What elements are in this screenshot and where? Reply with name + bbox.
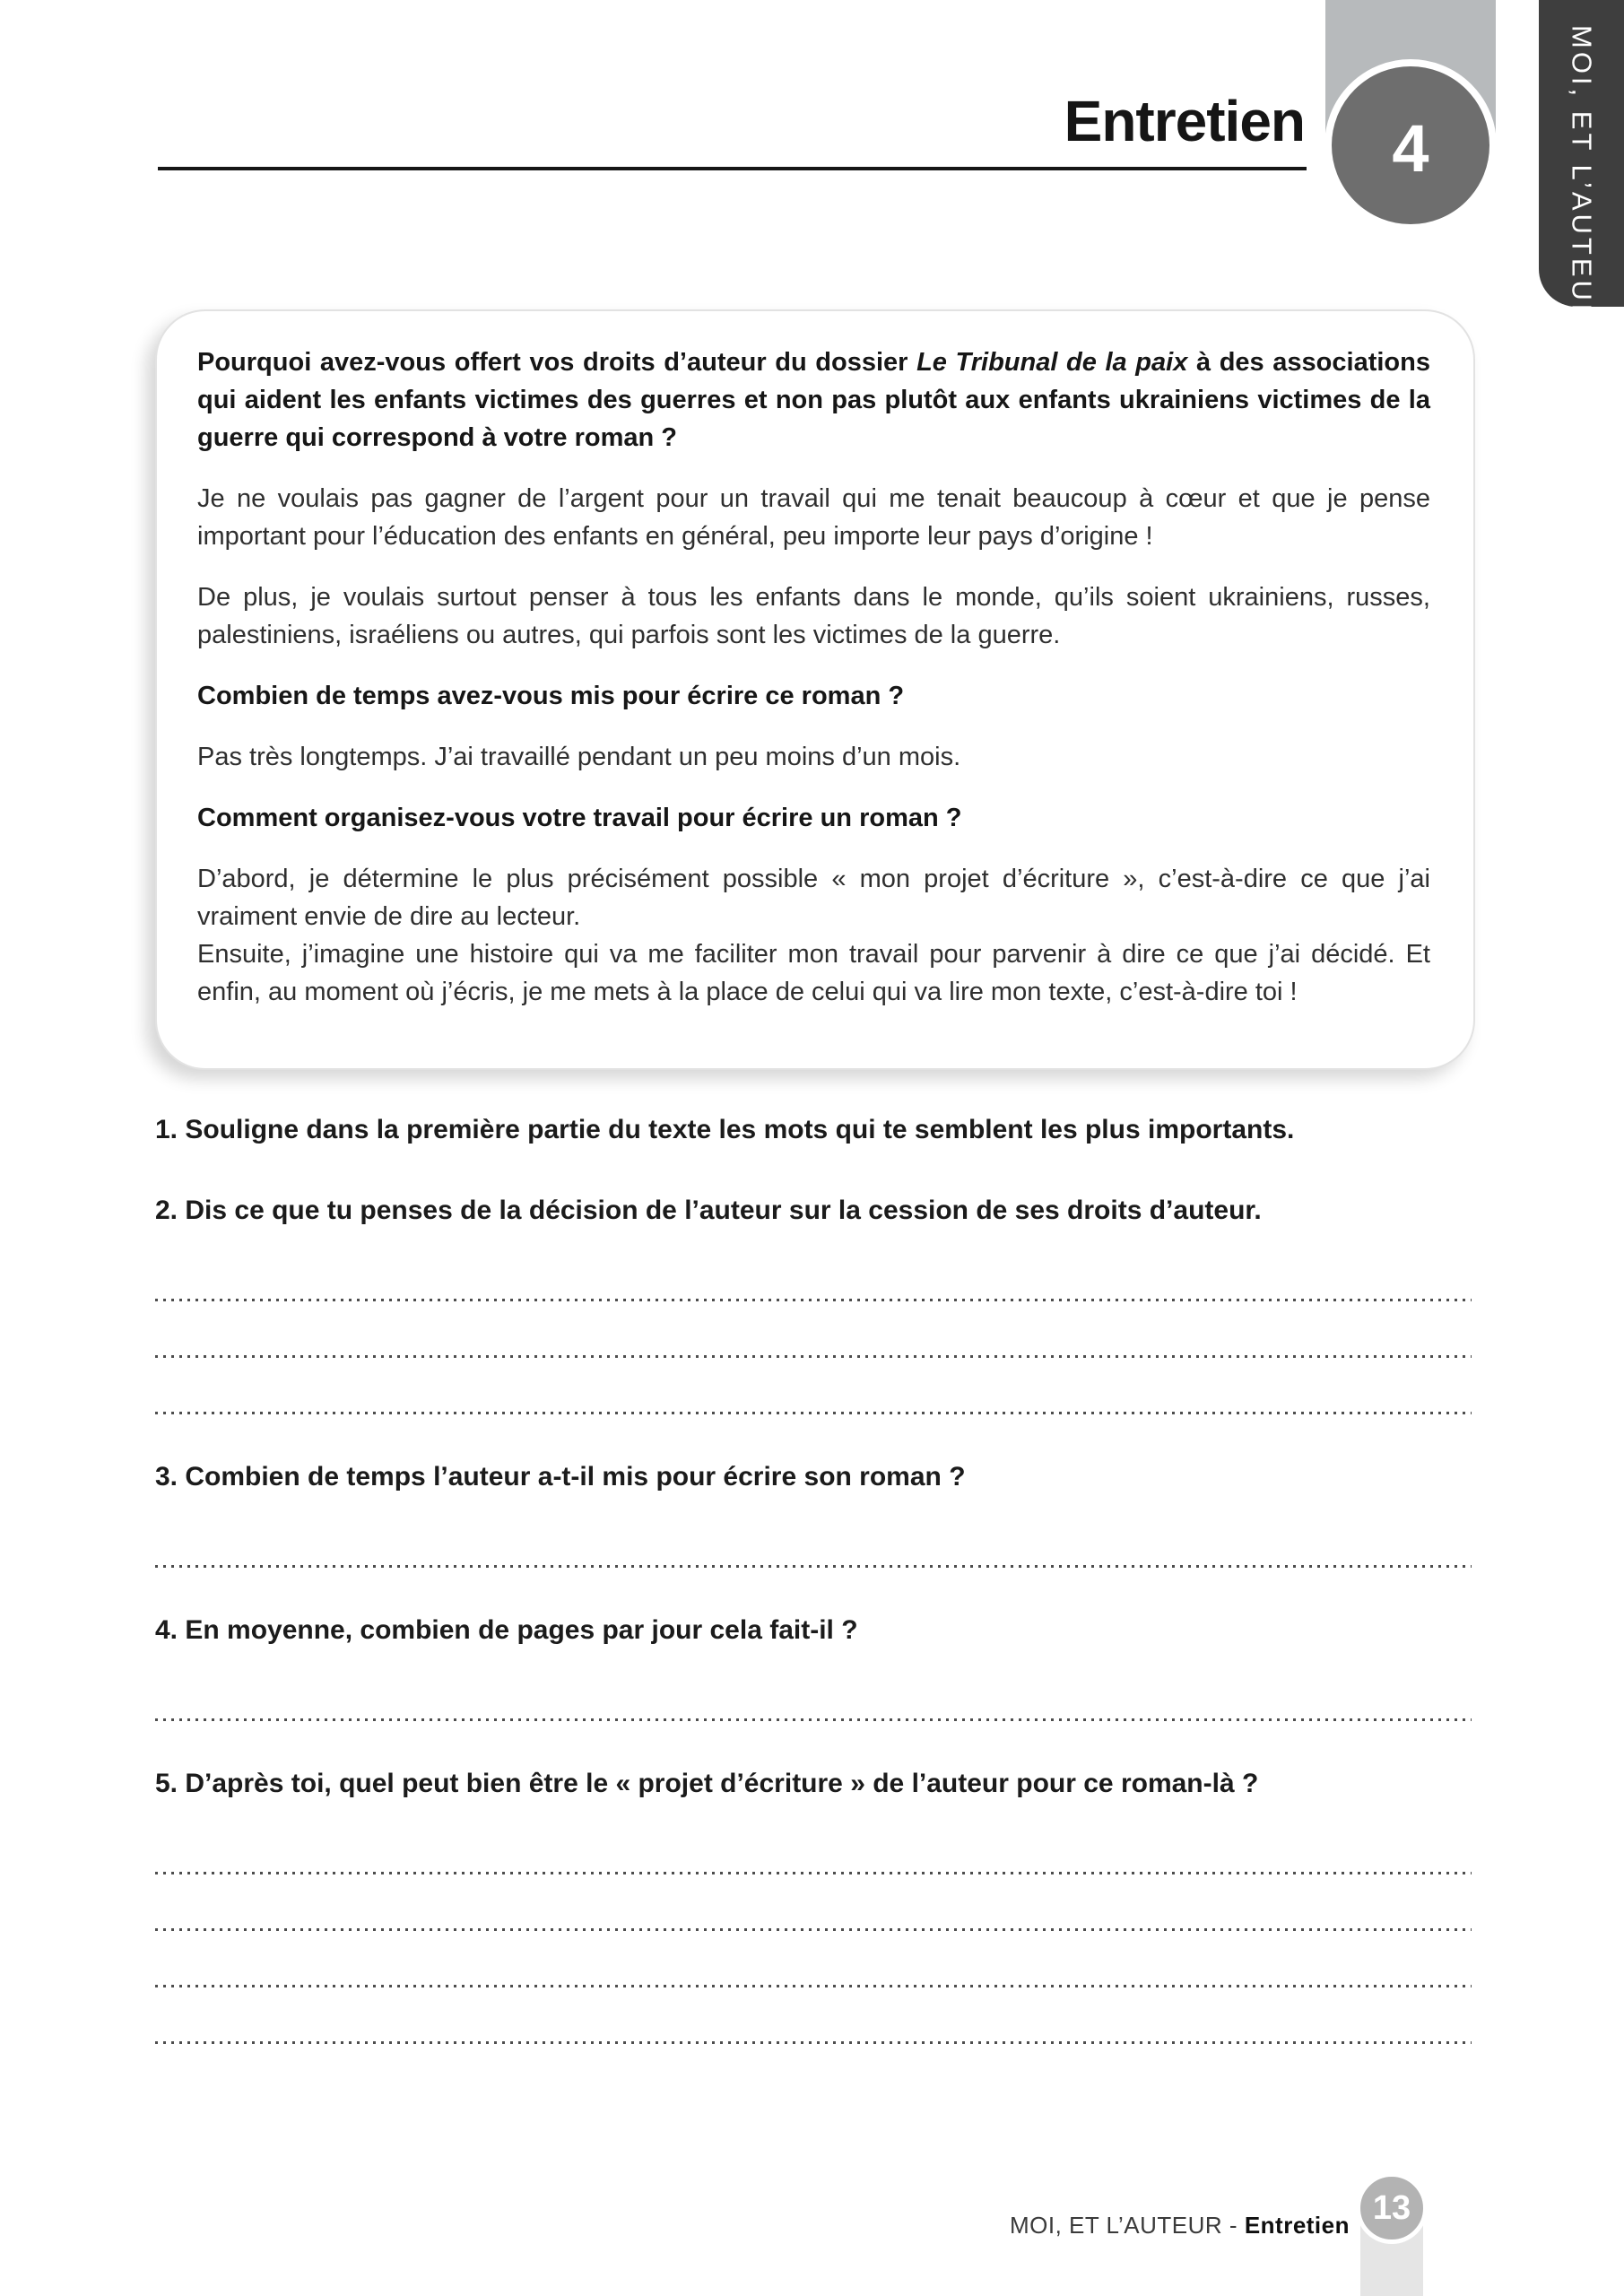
answer-dotted-line	[155, 2041, 1472, 2044]
answer-dotted-line	[155, 1872, 1472, 1874]
exercise-text: En moyenne, combien de pages par jour cela fait-il ?	[185, 1615, 858, 1645]
interview-text: De plus, je voulais surtout penser à tous les enfants dans le monde, qu’ils soient ukrainiens, russes, palestiniens, israéliens ou autres, qui parfois sont les victimes de la guerre.	[197, 583, 1430, 649]
exercise-number: 2.	[155, 1196, 186, 1225]
interview-text: Je ne voulais pas gagner de l’argent pour un travail qui me tenait beaucoup à cœur et que je pense important pour l’éducation des enfants en général, peu importe leur pays d’origine !	[197, 484, 1430, 551]
interview-text: à des associations qui aident les enfants victimes des guerres et non pas plutôt aux enfants ukrainiens victimes de la guerre qui correspond à votre roman ?	[197, 348, 1430, 452]
sidebar-label: MOI, ET L’AUTEUR	[1566, 25, 1598, 328]
exercise-question	[155, 1766, 1472, 1802]
title-rule	[158, 167, 1307, 170]
exercise-question	[155, 1613, 1472, 1648]
interview-box	[155, 309, 1475, 1070]
exercise-item	[155, 1459, 1472, 1568]
interview-paragraph-question	[197, 799, 1430, 837]
interview-text: Combien de temps avez-vous mis pour écrire ce roman ?	[197, 682, 905, 710]
interview-text: Pourquoi avez-vous offert vos droits d’auteur du dossier	[197, 348, 917, 377]
exercise-number: 1.	[155, 1115, 186, 1144]
interview-text: Ensuite, j’imagine une histoire qui va me faciliter mon travail pour parvenir à dire ce que j’ai décidé. Et enfin, au moment où j’écris, je me mets à la place de celui qui va lire mon texte, c’est-à-dire toi !	[197, 940, 1430, 1006]
exercise-item	[155, 1613, 1472, 1721]
interview-paragraph-answer	[197, 738, 1430, 776]
footer-section-label	[807, 2212, 1350, 2239]
exercise-text: Souligne dans la première partie du texte les mots qui te semblent les plus importants.	[185, 1115, 1295, 1144]
page-title: Entretien	[1064, 89, 1305, 153]
answer-dotted-line	[155, 1985, 1472, 1987]
answer-dotted-line	[155, 1928, 1472, 1931]
exercise-item	[155, 1766, 1472, 2044]
chapter-number: 4	[1392, 110, 1429, 186]
footer-section-name: Entretien	[1244, 2212, 1350, 2239]
exercise-question	[155, 1459, 1472, 1495]
exercise-number: 3.	[155, 1462, 186, 1492]
answer-dotted-line	[155, 1299, 1472, 1301]
answer-dotted-line	[155, 1355, 1472, 1358]
sidebar-tab	[1539, 0, 1624, 328]
footer-page-number: 13	[1372, 2188, 1411, 2227]
answer-dotted-line	[155, 1718, 1472, 1721]
interview-text: Comment organisez-vous votre travail pour écrire un roman ?	[197, 804, 962, 832]
interview-paragraph-question	[197, 344, 1430, 457]
interview-text: D’abord, je détermine le plus précisément possible « mon projet d’écriture », c’est-à-dire ce que j’ai vraiment envie de dire au lecteur.	[197, 865, 1430, 931]
interview-title-italic: Le Tribunal de la paix	[916, 348, 1188, 377]
interview-paragraph-answer	[197, 578, 1430, 654]
chapter-number-circle	[1324, 59, 1497, 231]
footer-section-text: MOI, ET L’AUTEUR -	[1009, 2212, 1245, 2239]
exercise-text: Combien de temps l’auteur a-t-il mis pour écrire son roman ?	[185, 1462, 966, 1492]
exercise-question	[155, 1112, 1472, 1148]
exercise-text: Dis ce que tu penses de la décision de l’auteur sur la cession de ses droits d’auteur.	[185, 1196, 1262, 1225]
interview-text: Pas très longtemps. J’ai travaillé pendant un peu moins d’un mois.	[197, 743, 961, 771]
footer-page-circle	[1356, 2172, 1428, 2244]
exercise-number: 5.	[155, 1769, 186, 1798]
exercise-item	[155, 1112, 1472, 1148]
exercise-number: 4.	[155, 1615, 186, 1645]
interview-paragraph-answer	[197, 935, 1430, 1011]
exercise-item	[155, 1193, 1472, 1414]
exercise-text: D’après toi, quel peut bien être le « projet d’écriture » de l’auteur pour ce roman-là ?	[185, 1769, 1259, 1798]
answer-dotted-line	[155, 1412, 1472, 1414]
exercise-question	[155, 1193, 1472, 1229]
exercises	[155, 1112, 1472, 2044]
interview-paragraph-answer	[197, 860, 1430, 935]
answer-dotted-line	[155, 1565, 1472, 1568]
interview-paragraph-answer	[197, 480, 1430, 555]
interview-paragraph-question	[197, 677, 1430, 715]
